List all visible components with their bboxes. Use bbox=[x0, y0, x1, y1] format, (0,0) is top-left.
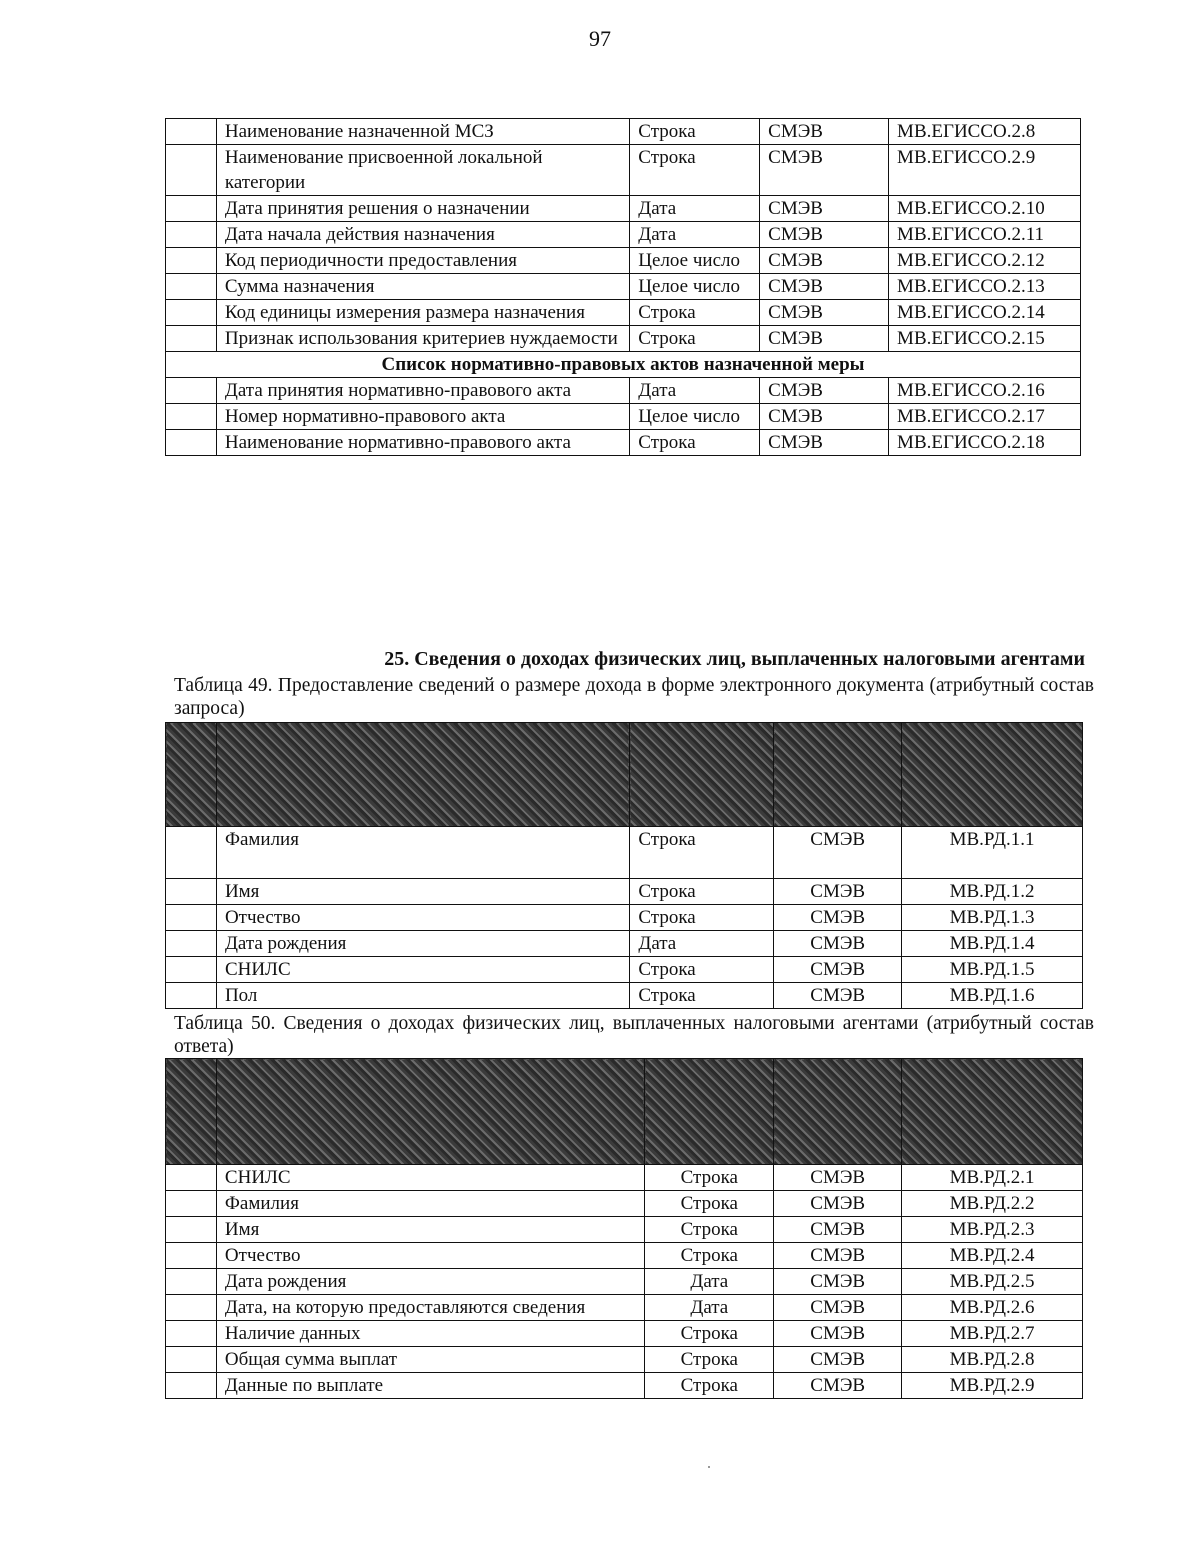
table-section-row bbox=[166, 352, 1081, 378]
attribute-code-cell: МВ.ЕГИССО.2.11 bbox=[889, 222, 1081, 248]
data-type-cell: Целое число bbox=[630, 404, 760, 430]
header-cell bbox=[902, 723, 1083, 827]
header-cell bbox=[645, 1059, 774, 1165]
row-number-cell bbox=[166, 1295, 217, 1321]
table-header-redacted bbox=[166, 1059, 1083, 1165]
header-cell bbox=[216, 1059, 644, 1165]
table-row bbox=[166, 222, 1081, 248]
attribute-code-cell: МВ.РД.2.8 bbox=[902, 1347, 1083, 1373]
attribute-code-cell: МВ.ЕГИССО.2.12 bbox=[889, 248, 1081, 274]
source-cell: СМЭВ bbox=[774, 1347, 902, 1373]
attribute-name-cell: Дата принятия нормативно-правового акта bbox=[216, 378, 629, 404]
source-cell: СМЭВ bbox=[760, 326, 889, 352]
table-row bbox=[166, 378, 1081, 404]
section-heading: 25. Сведения о доходах физических лиц, выплаченных налоговыми агентами bbox=[384, 648, 1085, 670]
data-type-cell: Дата bbox=[630, 378, 760, 404]
data-type-cell: Строка bbox=[630, 879, 774, 905]
table-49-caption: Таблица 49. Предоставление сведений о размере дохода в форме электронного документа (атрибутный состав запроса) bbox=[174, 675, 1094, 719]
source-cell: СМЭВ bbox=[760, 222, 889, 248]
attribute-name-cell: Фамилия bbox=[216, 1191, 644, 1217]
row-number-cell bbox=[166, 196, 217, 222]
attribute-name-cell: Данные по выплате bbox=[216, 1373, 644, 1399]
attribute-name-cell: Имя bbox=[216, 879, 629, 905]
row-number-cell bbox=[166, 1347, 217, 1373]
attribute-code-cell: МВ.РД.1.1 bbox=[902, 827, 1083, 879]
header-cell bbox=[774, 1059, 902, 1165]
source-cell: СМЭВ bbox=[774, 827, 902, 879]
source-cell: СМЭВ bbox=[774, 1165, 902, 1191]
table-row bbox=[166, 1217, 1083, 1243]
table-row bbox=[166, 196, 1081, 222]
attribute-code-cell: МВ.РД.2.6 bbox=[902, 1295, 1083, 1321]
table-row bbox=[166, 879, 1083, 905]
table-row bbox=[166, 1295, 1083, 1321]
data-type-cell: Целое число bbox=[630, 274, 760, 300]
row-number-cell bbox=[166, 326, 217, 352]
data-type-cell: Целое число bbox=[630, 248, 760, 274]
table-row bbox=[166, 145, 1081, 196]
data-type-cell: Строка bbox=[630, 119, 760, 145]
data-type-cell: Строка bbox=[645, 1321, 774, 1347]
table-row bbox=[166, 957, 1083, 983]
scan-speck bbox=[708, 1466, 710, 1468]
attribute-name-cell: Признак использования критериев нуждаемости bbox=[216, 326, 629, 352]
attribute-code-cell: МВ.РД.2.2 bbox=[902, 1191, 1083, 1217]
attribute-name-cell: Дата начала действия назначения bbox=[216, 222, 629, 248]
source-cell: СМЭВ bbox=[774, 879, 902, 905]
attribute-name-cell: Код единицы измерения размера назначения bbox=[216, 300, 629, 326]
table-row bbox=[166, 1165, 1083, 1191]
data-type-cell: Дата bbox=[630, 931, 774, 957]
attribute-name-cell: СНИЛС bbox=[216, 1165, 644, 1191]
section-title: Список нормативно-правовых актов назначенной меры bbox=[166, 352, 1081, 378]
data-type-cell: Строка bbox=[630, 145, 760, 196]
source-cell: СМЭВ bbox=[774, 983, 902, 1009]
source-cell: СМЭВ bbox=[760, 378, 889, 404]
page-number: 97 bbox=[589, 26, 611, 51]
attribute-code-cell: МВ.ЕГИССО.2.18 bbox=[889, 430, 1081, 456]
attribute-code-cell: МВ.РД.2.9 bbox=[902, 1373, 1083, 1399]
table-row bbox=[166, 905, 1083, 931]
attribute-code-cell: МВ.РД.2.5 bbox=[902, 1269, 1083, 1295]
table-49 bbox=[165, 722, 1083, 1009]
table-row bbox=[166, 983, 1083, 1009]
row-number-cell bbox=[166, 1165, 217, 1191]
table-row bbox=[166, 119, 1081, 145]
attribute-name-cell: Код периодичности предоставления bbox=[216, 248, 629, 274]
attribute-code-cell: МВ.РД.1.6 bbox=[902, 983, 1083, 1009]
attribute-name-cell: СНИЛС bbox=[216, 957, 629, 983]
data-type-cell: Строка bbox=[630, 983, 774, 1009]
header-cell bbox=[166, 723, 217, 827]
source-cell: СМЭВ bbox=[760, 196, 889, 222]
table-row bbox=[166, 1243, 1083, 1269]
attribute-name-cell: Дата принятия решения о назначении bbox=[216, 196, 629, 222]
row-number-cell bbox=[166, 119, 217, 145]
attribute-code-cell: МВ.ЕГИССО.2.10 bbox=[889, 196, 1081, 222]
attribute-name-cell: Общая сумма выплат bbox=[216, 1347, 644, 1373]
attribute-code-cell: МВ.РД.1.3 bbox=[902, 905, 1083, 931]
source-cell: СМЭВ bbox=[774, 1217, 902, 1243]
attribute-code-cell: МВ.РД.2.4 bbox=[902, 1243, 1083, 1269]
table-50-caption: Таблица 50. Сведения о доходах физических лиц, выплаченных налоговыми агентами (атрибутный состав ответа) bbox=[174, 1013, 1094, 1057]
source-cell: СМЭВ bbox=[774, 1191, 902, 1217]
row-number-cell bbox=[166, 1243, 217, 1269]
row-number-cell bbox=[166, 222, 217, 248]
data-type-cell: Строка bbox=[630, 905, 774, 931]
attribute-code-cell: МВ.РД.2.3 bbox=[902, 1217, 1083, 1243]
row-number-cell bbox=[166, 1373, 217, 1399]
data-type-cell: Строка bbox=[630, 827, 774, 879]
data-type-cell: Строка bbox=[630, 957, 774, 983]
data-type-cell: Дата bbox=[630, 196, 760, 222]
attribute-name-cell: Имя bbox=[216, 1217, 644, 1243]
attribute-name-cell: Наименование нормативно-правового акта bbox=[216, 430, 629, 456]
row-number-cell bbox=[166, 827, 217, 879]
source-cell: СМЭВ bbox=[760, 248, 889, 274]
attributes-table-continued bbox=[165, 118, 1081, 456]
data-type-cell: Строка bbox=[645, 1373, 774, 1399]
row-number-cell bbox=[166, 274, 217, 300]
table-row bbox=[166, 248, 1081, 274]
attribute-name-cell: Наличие данных bbox=[216, 1321, 644, 1347]
source-cell: СМЭВ bbox=[760, 300, 889, 326]
attribute-code-cell: МВ.РД.1.4 bbox=[902, 931, 1083, 957]
source-cell: СМЭВ bbox=[760, 404, 889, 430]
attribute-code-cell: МВ.РД.1.2 bbox=[902, 879, 1083, 905]
source-cell: СМЭВ bbox=[774, 1269, 902, 1295]
data-type-cell: Строка bbox=[630, 430, 760, 456]
table-header-redacted bbox=[166, 723, 1083, 827]
attribute-name-cell: Дата рождения bbox=[216, 931, 629, 957]
attribute-name-cell: Наименование присвоенной локальной категории bbox=[216, 145, 629, 196]
attribute-code-cell: МВ.РД.2.1 bbox=[902, 1165, 1083, 1191]
attribute-name-cell: Дата, на которую предоставляются сведения bbox=[216, 1295, 644, 1321]
attribute-name-cell: Пол bbox=[216, 983, 629, 1009]
table-row bbox=[166, 430, 1081, 456]
attribute-name-cell: Фамилия bbox=[216, 827, 629, 879]
row-number-cell bbox=[166, 879, 217, 905]
data-type-cell: Дата bbox=[630, 222, 760, 248]
source-cell: СМЭВ bbox=[760, 119, 889, 145]
header-cell bbox=[630, 723, 774, 827]
row-number-cell bbox=[166, 983, 217, 1009]
source-cell: СМЭВ bbox=[774, 957, 902, 983]
table-row bbox=[166, 274, 1081, 300]
header-cell bbox=[216, 723, 629, 827]
attribute-code-cell: МВ.ЕГИССО.2.17 bbox=[889, 404, 1081, 430]
data-type-cell: Строка bbox=[630, 326, 760, 352]
source-cell: СМЭВ bbox=[774, 1243, 902, 1269]
data-type-cell: Строка bbox=[645, 1191, 774, 1217]
attribute-code-cell: МВ.ЕГИССО.2.9 bbox=[889, 145, 1081, 196]
row-number-cell bbox=[166, 430, 217, 456]
row-number-cell bbox=[166, 957, 217, 983]
attribute-name-cell: Отчество bbox=[216, 905, 629, 931]
row-number-cell bbox=[166, 905, 217, 931]
table-row bbox=[166, 1373, 1083, 1399]
row-number-cell bbox=[166, 1321, 217, 1347]
table-row bbox=[166, 404, 1081, 430]
row-number-cell bbox=[166, 404, 217, 430]
table-row bbox=[166, 1269, 1083, 1295]
source-cell: СМЭВ bbox=[774, 1321, 902, 1347]
row-number-cell bbox=[166, 145, 217, 196]
row-number-cell bbox=[166, 248, 217, 274]
row-number-cell bbox=[166, 1269, 217, 1295]
source-cell: СМЭВ bbox=[774, 931, 902, 957]
source-cell: СМЭВ bbox=[774, 1295, 902, 1321]
data-type-cell: Дата bbox=[645, 1269, 774, 1295]
source-cell: СМЭВ bbox=[774, 905, 902, 931]
data-type-cell: Дата bbox=[645, 1295, 774, 1321]
source-cell: СМЭВ bbox=[774, 1373, 902, 1399]
source-cell: СМЭВ bbox=[760, 274, 889, 300]
table-row bbox=[166, 1191, 1083, 1217]
header-cell bbox=[902, 1059, 1083, 1165]
table-row bbox=[166, 1321, 1083, 1347]
data-type-cell: Строка bbox=[645, 1243, 774, 1269]
row-number-cell bbox=[166, 378, 217, 404]
header-cell bbox=[774, 723, 902, 827]
data-type-cell: Строка bbox=[630, 300, 760, 326]
row-number-cell bbox=[166, 931, 217, 957]
attribute-name-cell: Сумма назначения bbox=[216, 274, 629, 300]
data-type-cell: Строка bbox=[645, 1165, 774, 1191]
attribute-code-cell: МВ.ЕГИССО.2.15 bbox=[889, 326, 1081, 352]
attribute-name-cell: Отчество bbox=[216, 1243, 644, 1269]
row-number-cell bbox=[166, 1217, 217, 1243]
table-row bbox=[166, 1347, 1083, 1373]
attribute-code-cell: МВ.РД.2.7 bbox=[902, 1321, 1083, 1347]
table-row bbox=[166, 326, 1081, 352]
attribute-code-cell: МВ.РД.1.5 bbox=[902, 957, 1083, 983]
attribute-code-cell: МВ.ЕГИССО.2.8 bbox=[889, 119, 1081, 145]
attribute-code-cell: МВ.ЕГИССО.2.14 bbox=[889, 300, 1081, 326]
data-type-cell: Строка bbox=[645, 1347, 774, 1373]
attribute-name-cell: Дата рождения bbox=[216, 1269, 644, 1295]
header-cell bbox=[166, 1059, 217, 1165]
attribute-code-cell: МВ.ЕГИССО.2.13 bbox=[889, 274, 1081, 300]
row-number-cell bbox=[166, 1191, 217, 1217]
table-row bbox=[166, 827, 1083, 879]
table-row bbox=[166, 931, 1083, 957]
row-number-cell bbox=[166, 300, 217, 326]
table-row bbox=[166, 300, 1081, 326]
table-50 bbox=[165, 1058, 1083, 1399]
attribute-code-cell: МВ.ЕГИССО.2.16 bbox=[889, 378, 1081, 404]
attribute-name-cell: Наименование назначенной МСЗ bbox=[216, 119, 629, 145]
attribute-name-cell: Номер нормативно-правового акта bbox=[216, 404, 629, 430]
source-cell: СМЭВ bbox=[760, 145, 889, 196]
data-type-cell: Строка bbox=[645, 1217, 774, 1243]
source-cell: СМЭВ bbox=[760, 430, 889, 456]
